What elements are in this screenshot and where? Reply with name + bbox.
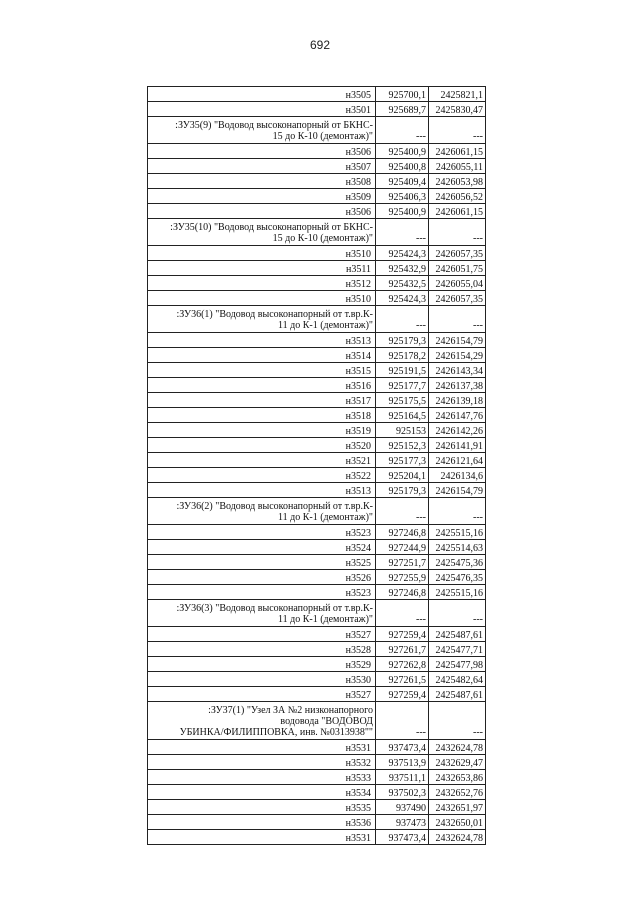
x-coordinate-cell: 925689,7	[376, 102, 429, 117]
parcel-title-line: 11 до К-1 (демонтаж)"	[277, 512, 373, 523]
point-id-cell: н3506	[148, 144, 376, 159]
x-coordinate-cell: 925409,4	[376, 174, 429, 189]
parcel-x-placeholder: ---	[376, 498, 429, 525]
point-id-cell: н3533	[148, 770, 376, 785]
point-id-cell: н3515	[148, 363, 376, 378]
parcel-title-line: водовода "ВОДОВОД	[280, 716, 373, 727]
y-coordinate-cell: 2426143,34	[429, 363, 486, 378]
table-row	[148, 570, 486, 585]
parcel-title-line: УБИНКА/ФИЛИППОВКА, инв. №0313938""	[179, 727, 373, 738]
table-row	[148, 174, 486, 189]
table-row	[148, 393, 486, 408]
table-row	[148, 291, 486, 306]
point-id-cell: н3506	[148, 204, 376, 219]
y-coordinate-cell: 2426147,76	[429, 408, 486, 423]
x-coordinate-cell: 925700,1	[376, 87, 429, 102]
point-id-cell: н3510	[148, 246, 376, 261]
point-id-cell: н3531	[148, 830, 376, 845]
x-coordinate-cell: 925432,5	[376, 276, 429, 291]
y-coordinate-cell: 2432624,78	[429, 740, 486, 755]
point-id-cell: н3517	[148, 393, 376, 408]
table-row	[148, 438, 486, 453]
table-row	[148, 102, 486, 117]
y-coordinate-cell: 2426061,15	[429, 144, 486, 159]
parcel-header-row	[148, 600, 486, 627]
table-row	[148, 408, 486, 423]
parcel-title	[148, 117, 376, 144]
y-coordinate-cell: 2426056,52	[429, 189, 486, 204]
parcel-title-line: 11 до К-1 (демонтаж)"	[277, 614, 373, 625]
y-coordinate-cell: 2426051,75	[429, 261, 486, 276]
table-row	[148, 348, 486, 363]
page-number: 692	[309, 38, 331, 52]
parcel-header-row	[148, 498, 486, 525]
x-coordinate-cell: 925177,7	[376, 378, 429, 393]
table-row	[148, 585, 486, 600]
x-coordinate-cell: 937511,1	[376, 770, 429, 785]
x-coordinate-cell: 925177,3	[376, 453, 429, 468]
table-row	[148, 423, 486, 438]
table-row	[148, 755, 486, 770]
table-row	[148, 830, 486, 845]
table-row	[148, 261, 486, 276]
point-id-cell: н3520	[148, 438, 376, 453]
y-coordinate-cell: 2425487,61	[429, 627, 486, 642]
y-coordinate-cell: 2425476,35	[429, 570, 486, 585]
point-id-cell: н3505	[148, 87, 376, 102]
point-id-cell: н3524	[148, 540, 376, 555]
x-coordinate-cell: 927262,8	[376, 657, 429, 672]
x-coordinate-cell: 925400,9	[376, 144, 429, 159]
y-coordinate-cell: 2426134,6	[429, 468, 486, 483]
parcel-title	[148, 219, 376, 246]
point-id-cell: н3518	[148, 408, 376, 423]
x-coordinate-cell: 927246,8	[376, 525, 429, 540]
y-coordinate-cell: 2426057,35	[429, 291, 486, 306]
y-coordinate-cell: 2426055,04	[429, 276, 486, 291]
x-coordinate-cell: 925179,3	[376, 333, 429, 348]
table-row	[148, 144, 486, 159]
table-row	[148, 672, 486, 687]
y-coordinate-cell: 2425515,16	[429, 585, 486, 600]
point-id-cell: н3512	[148, 276, 376, 291]
table-row	[148, 333, 486, 348]
y-coordinate-cell: 2425475,36	[429, 555, 486, 570]
x-coordinate-cell: 937502,3	[376, 785, 429, 800]
parcel-title-line: 15 до К-10 (демонтаж)"	[272, 233, 373, 244]
point-id-cell: н3527	[148, 627, 376, 642]
y-coordinate-cell: 2426154,79	[429, 483, 486, 498]
x-coordinate-cell: 927244,9	[376, 540, 429, 555]
y-coordinate-cell: 2425477,98	[429, 657, 486, 672]
x-coordinate-cell: 927261,5	[376, 672, 429, 687]
point-id-cell: н3523	[148, 585, 376, 600]
parcel-y-placeholder: ---	[429, 600, 486, 627]
parcel-x-placeholder: ---	[376, 702, 429, 740]
point-id-cell: н3525	[148, 555, 376, 570]
parcel-y-placeholder: ---	[429, 306, 486, 333]
table-row	[148, 189, 486, 204]
parcel-header-row	[148, 219, 486, 246]
x-coordinate-cell: 925400,8	[376, 159, 429, 174]
table-row	[148, 453, 486, 468]
parcel-title-line: :ЗУ36(3) "Водовод высоконапорный от т.вр.К-	[176, 603, 373, 614]
parcel-header-row	[148, 117, 486, 144]
y-coordinate-cell: 2426057,35	[429, 246, 486, 261]
table-row	[148, 483, 486, 498]
x-coordinate-cell: 927251,7	[376, 555, 429, 570]
table-row	[148, 87, 486, 102]
parcel-x-placeholder: ---	[376, 117, 429, 144]
table-row	[148, 246, 486, 261]
x-coordinate-cell: 927255,9	[376, 570, 429, 585]
point-id-cell: н3514	[148, 348, 376, 363]
table-row	[148, 770, 486, 785]
table-row	[148, 363, 486, 378]
parcel-title-line: 15 до К-10 (демонтаж)"	[272, 131, 373, 142]
parcel-title	[148, 600, 376, 627]
parcel-x-placeholder: ---	[376, 219, 429, 246]
y-coordinate-cell: 2432651,97	[429, 800, 486, 815]
parcel-title-line: 11 до К-1 (демонтаж)"	[277, 320, 373, 331]
y-coordinate-cell: 2425477,71	[429, 642, 486, 657]
y-coordinate-cell: 2432624,78	[429, 830, 486, 845]
point-id-cell: н3527	[148, 687, 376, 702]
table-row	[148, 204, 486, 219]
y-coordinate-cell: 2426053,98	[429, 174, 486, 189]
x-coordinate-cell: 925175,5	[376, 393, 429, 408]
point-id-cell: н3535	[148, 800, 376, 815]
point-id-cell: н3528	[148, 642, 376, 657]
coordinates-table-body	[148, 87, 486, 845]
point-id-cell: н3510	[148, 291, 376, 306]
y-coordinate-cell: 2432652,76	[429, 785, 486, 800]
point-id-cell: н3523	[148, 525, 376, 540]
point-id-cell: н3530	[148, 672, 376, 687]
x-coordinate-cell: 925152,3	[376, 438, 429, 453]
x-coordinate-cell: 927246,8	[376, 585, 429, 600]
table-row	[148, 276, 486, 291]
x-coordinate-cell: 925406,3	[376, 189, 429, 204]
y-coordinate-cell: 2425515,16	[429, 525, 486, 540]
x-coordinate-cell: 925179,3	[376, 483, 429, 498]
x-coordinate-cell: 937473,4	[376, 740, 429, 755]
y-coordinate-cell: 2426121,64	[429, 453, 486, 468]
point-id-cell: н3509	[148, 189, 376, 204]
y-coordinate-cell: 2426154,79	[429, 333, 486, 348]
y-coordinate-cell: 2426137,38	[429, 378, 486, 393]
x-coordinate-cell: 925424,3	[376, 291, 429, 306]
table-row	[148, 555, 486, 570]
table-row	[148, 378, 486, 393]
coordinates-table	[147, 86, 486, 845]
x-coordinate-cell: 925191,5	[376, 363, 429, 378]
x-coordinate-cell: 937490	[376, 800, 429, 815]
x-coordinate-cell: 937513,9	[376, 755, 429, 770]
point-id-cell: н3511	[148, 261, 376, 276]
x-coordinate-cell: 925400,9	[376, 204, 429, 219]
parcel-title	[148, 306, 376, 333]
parcel-title-line: :ЗУ35(9) "Водовод высоконапорный от БКНС-	[175, 120, 373, 131]
y-coordinate-cell: 2426061,15	[429, 204, 486, 219]
x-coordinate-cell: 925424,3	[376, 246, 429, 261]
x-coordinate-cell: 937473	[376, 815, 429, 830]
y-coordinate-cell: 2432653,86	[429, 770, 486, 785]
point-id-cell: н3507	[148, 159, 376, 174]
x-coordinate-cell: 927259,4	[376, 627, 429, 642]
y-coordinate-cell: 2432629,47	[429, 755, 486, 770]
parcel-y-placeholder: ---	[429, 702, 486, 740]
y-coordinate-cell: 2425830,47	[429, 102, 486, 117]
y-coordinate-cell: 2425482,64	[429, 672, 486, 687]
y-coordinate-cell: 2425514,63	[429, 540, 486, 555]
point-id-cell: н3513	[148, 483, 376, 498]
point-id-cell: н3501	[148, 102, 376, 117]
point-id-cell: н3526	[148, 570, 376, 585]
y-coordinate-cell: 2426142,26	[429, 423, 486, 438]
y-coordinate-cell: 2426141,91	[429, 438, 486, 453]
point-id-cell: н3531	[148, 740, 376, 755]
parcel-header-row	[148, 702, 486, 740]
point-id-cell: н3516	[148, 378, 376, 393]
point-id-cell: н3534	[148, 785, 376, 800]
y-coordinate-cell: 2426055,11	[429, 159, 486, 174]
parcel-x-placeholder: ---	[376, 306, 429, 333]
x-coordinate-cell: 925153	[376, 423, 429, 438]
table-row	[148, 815, 486, 830]
table-row	[148, 540, 486, 555]
x-coordinate-cell: 925178,2	[376, 348, 429, 363]
parcel-title-line: :ЗУ37(1) "Узел ЗА №2 низконапорного	[208, 705, 373, 716]
parcel-title-line: :ЗУ36(2) "Водовод высоконапорный от т.вр.К-	[176, 501, 373, 512]
x-coordinate-cell: 925432,9	[376, 261, 429, 276]
parcel-y-placeholder: ---	[429, 498, 486, 525]
x-coordinate-cell: 937473,4	[376, 830, 429, 845]
parcel-y-placeholder: ---	[429, 219, 486, 246]
y-coordinate-cell: 2425487,61	[429, 687, 486, 702]
table-row	[148, 525, 486, 540]
point-id-cell: н3513	[148, 333, 376, 348]
table-row	[148, 159, 486, 174]
x-coordinate-cell: 925164,5	[376, 408, 429, 423]
parcel-title-line: :ЗУ35(10) "Водовод высоконапорный от БКНС-	[170, 222, 373, 233]
table-row	[148, 800, 486, 815]
y-coordinate-cell: 2426139,18	[429, 393, 486, 408]
parcel-x-placeholder: ---	[376, 600, 429, 627]
parcel-title-line: :ЗУ36(1) "Водовод высоконапорный от т.вр.К-	[176, 309, 373, 320]
parcel-y-placeholder: ---	[429, 117, 486, 144]
x-coordinate-cell: 925204,1	[376, 468, 429, 483]
y-coordinate-cell: 2426154,29	[429, 348, 486, 363]
parcel-title	[148, 702, 376, 740]
x-coordinate-cell: 927261,7	[376, 642, 429, 657]
table-row	[148, 642, 486, 657]
parcel-title	[148, 498, 376, 525]
point-id-cell: н3532	[148, 755, 376, 770]
table-row	[148, 740, 486, 755]
table-row	[148, 627, 486, 642]
x-coordinate-cell: 927259,4	[376, 687, 429, 702]
table-row	[148, 785, 486, 800]
y-coordinate-cell: 2432650,01	[429, 815, 486, 830]
y-coordinate-cell: 2425821,1	[429, 87, 486, 102]
point-id-cell: н3536	[148, 815, 376, 830]
point-id-cell: н3522	[148, 468, 376, 483]
point-id-cell: н3519	[148, 423, 376, 438]
table-row	[148, 687, 486, 702]
table-row	[148, 468, 486, 483]
point-id-cell: н3508	[148, 174, 376, 189]
point-id-cell: н3521	[148, 453, 376, 468]
parcel-header-row	[148, 306, 486, 333]
table-row	[148, 657, 486, 672]
point-id-cell: н3529	[148, 657, 376, 672]
